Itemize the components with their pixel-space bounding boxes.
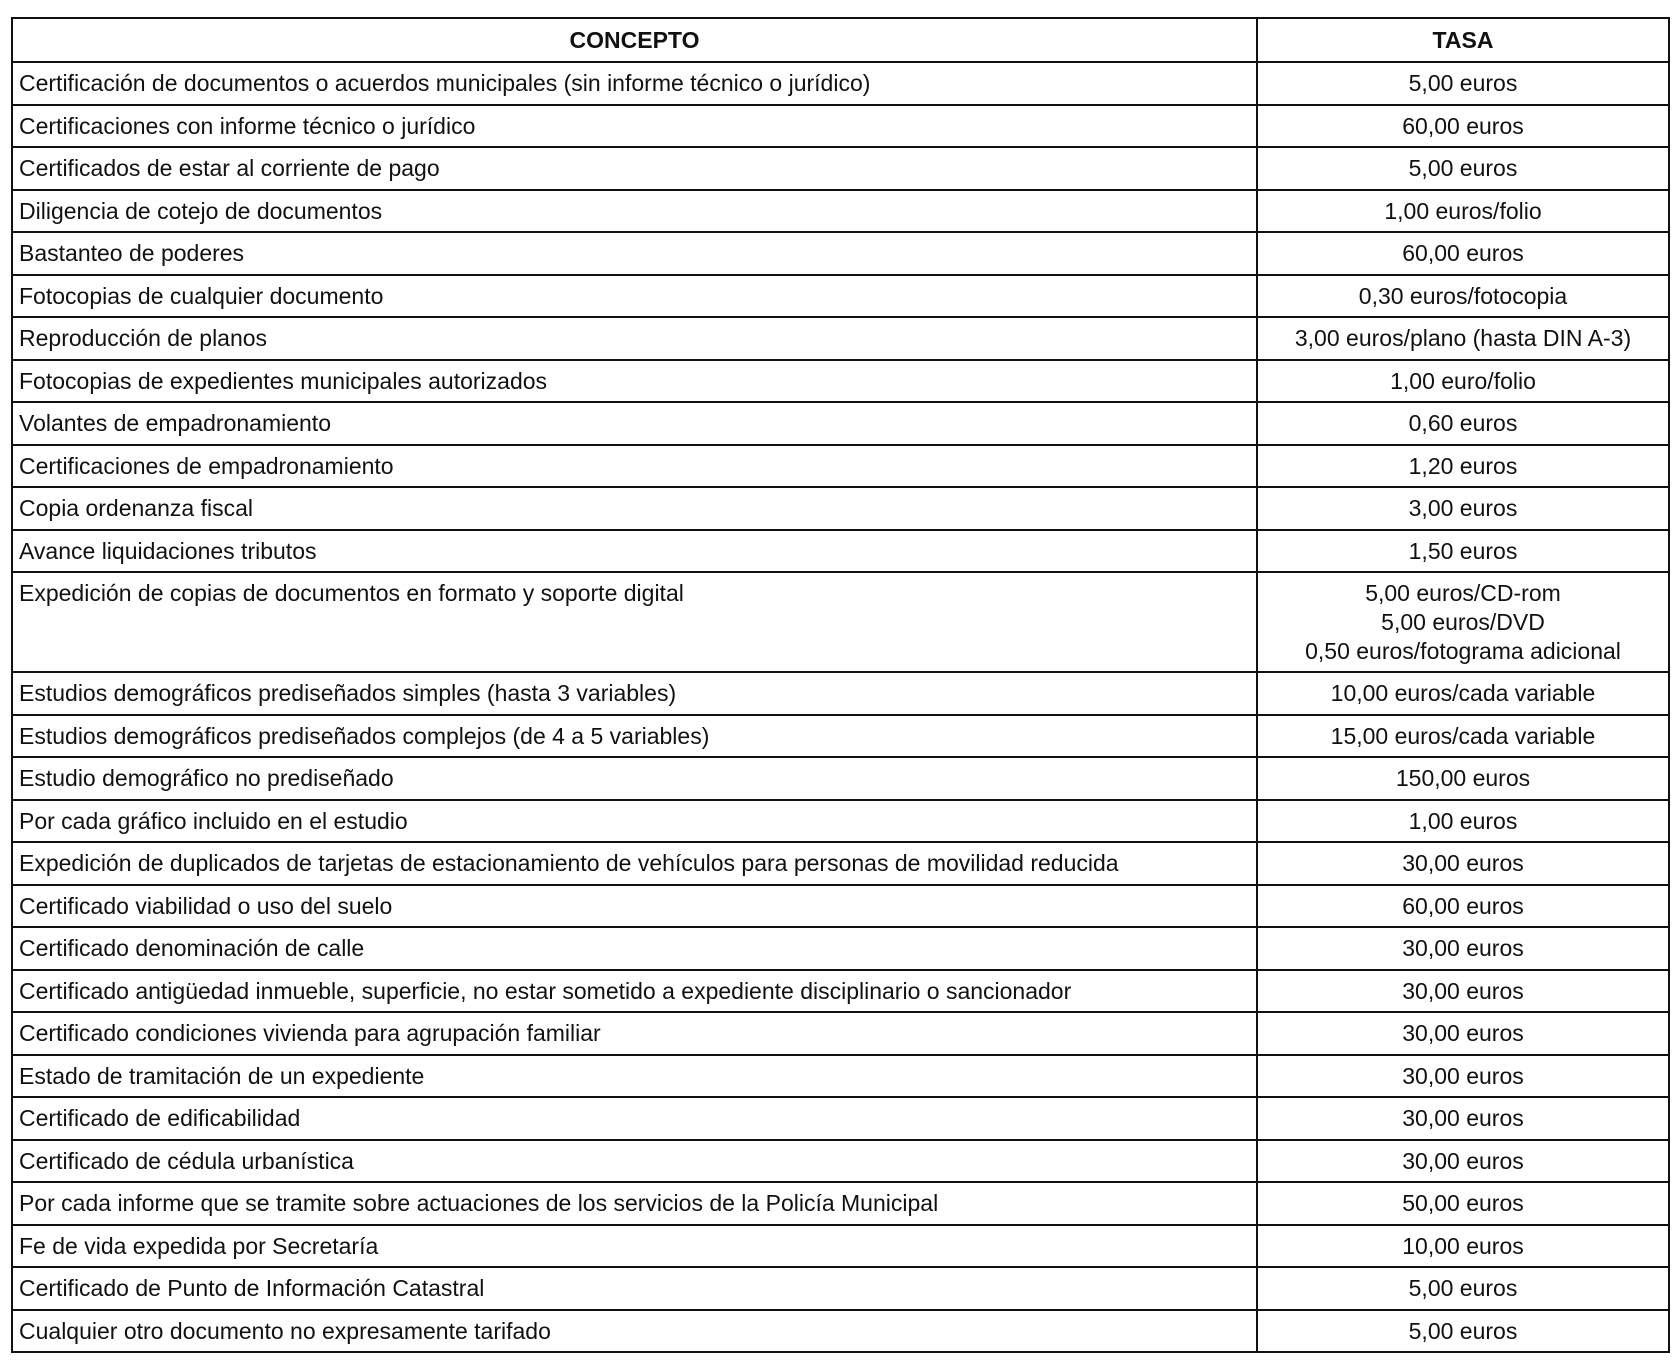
table-row bbox=[12, 572, 1669, 672]
table-row bbox=[12, 1225, 1669, 1268]
table-row bbox=[12, 885, 1669, 928]
concept-cell: Fe de vida expedida por Secretaría bbox=[12, 1225, 1257, 1268]
rate-cell bbox=[1257, 105, 1669, 148]
rate-value: 3,00 euros/plano (hasta DIN A-3) bbox=[1294, 325, 1632, 351]
rate-cell bbox=[1257, 1012, 1669, 1055]
rate-value: 5,00 euros bbox=[1408, 70, 1518, 96]
rate-cell bbox=[1257, 147, 1669, 190]
table-row bbox=[12, 317, 1669, 360]
rate-value: 1,00 euros/folio bbox=[1384, 197, 1542, 224]
table-row bbox=[12, 445, 1669, 488]
rate-value: 150,00 euros bbox=[1395, 765, 1531, 791]
concept-cell: Diligencia de cotejo de documentos bbox=[12, 190, 1257, 233]
concept-cell: Volantes de empadronamiento bbox=[12, 402, 1257, 445]
table-row bbox=[12, 487, 1669, 530]
rate-cell bbox=[1257, 1225, 1669, 1268]
rate-value: 3,00 euros bbox=[1408, 495, 1518, 521]
table-row bbox=[12, 402, 1669, 445]
table-row bbox=[12, 842, 1669, 885]
table-row bbox=[12, 62, 1669, 105]
rate-value: 60,00 euros bbox=[1402, 240, 1524, 266]
rate-value: 5,00 euros bbox=[1408, 1317, 1518, 1344]
rate-value: 50,00 euros bbox=[1402, 1190, 1524, 1216]
rate-value: 1,50 euros bbox=[1408, 537, 1518, 564]
rate-cell bbox=[1257, 232, 1669, 275]
rate-cell bbox=[1257, 1310, 1669, 1353]
rate-value: 1,00 euro/folio bbox=[1390, 367, 1536, 394]
rate-value: 10,00 euros bbox=[1402, 1232, 1524, 1259]
concept-cell: Avance liquidaciones tributos bbox=[12, 530, 1257, 573]
concept-cell: Certificación de documentos o acuerdos municipales (sin informe técnico o jurídico) bbox=[12, 62, 1257, 105]
table-row bbox=[12, 147, 1669, 190]
fee-table bbox=[11, 17, 1670, 1353]
concept-cell: Cualquier otro documento no expresamente tarifado bbox=[12, 1310, 1257, 1353]
rate-value: 5,00 euros/CD-rom bbox=[1365, 580, 1561, 606]
rate-value: 1,00 euros bbox=[1408, 807, 1518, 834]
concept-cell: Certificados de estar al corriente de pago bbox=[12, 147, 1257, 190]
rate-cell bbox=[1257, 800, 1669, 843]
concept-cell: Por cada gráfico incluido en el estudio bbox=[12, 800, 1257, 843]
rate-value: 5,00 euros bbox=[1408, 155, 1518, 181]
rate-cell bbox=[1257, 1182, 1669, 1225]
concept-cell: Por cada informe que se tramite sobre actuaciones de los servicios de la Policía Municipal bbox=[12, 1182, 1257, 1225]
rate-value: 0,50 euros/fotograma adicional bbox=[1305, 638, 1621, 664]
concept-cell: Certificaciones de empadronamiento bbox=[12, 445, 1257, 488]
table-row bbox=[12, 970, 1669, 1013]
rate-cell bbox=[1257, 1267, 1669, 1310]
rate-cell bbox=[1257, 672, 1669, 715]
rate-value: 30,00 euros bbox=[1402, 1020, 1524, 1046]
rate-value: 30,00 euros bbox=[1402, 850, 1524, 876]
rate-value: 0,60 euros bbox=[1408, 410, 1518, 436]
rate-cell bbox=[1257, 970, 1669, 1013]
rate-value: 1,20 euros bbox=[1408, 452, 1518, 479]
table-row bbox=[12, 715, 1669, 758]
table-row bbox=[12, 1267, 1669, 1310]
table-row bbox=[12, 1012, 1669, 1055]
rate-cell bbox=[1257, 757, 1669, 800]
table-row bbox=[12, 672, 1669, 715]
table-row bbox=[12, 360, 1669, 403]
rate-value: 30,00 euros bbox=[1402, 977, 1524, 1004]
rate-cell bbox=[1257, 275, 1669, 318]
rate-value: 10,00 euros/cada variable bbox=[1330, 680, 1596, 706]
table-row bbox=[12, 105, 1669, 148]
concept-cell: Estado de tramitación de un expediente bbox=[12, 1055, 1257, 1098]
rate-cell bbox=[1257, 530, 1669, 573]
rate-value: 60,00 euros bbox=[1402, 112, 1524, 139]
rate-value: 5,00 euros/DVD bbox=[1381, 609, 1545, 635]
concept-cell: Certificado viabilidad o uso del suelo bbox=[12, 885, 1257, 928]
concept-cell: Reproducción de planos bbox=[12, 317, 1257, 360]
header-concept: CONCEPTO bbox=[12, 18, 1257, 62]
table-row bbox=[12, 1310, 1669, 1353]
table-row bbox=[12, 190, 1669, 233]
concept-cell: Estudios demográficos prediseñados complejos (de 4 a 5 variables) bbox=[12, 715, 1257, 758]
concept-cell: Certificado denominación de calle bbox=[12, 927, 1257, 970]
rate-cell bbox=[1257, 190, 1669, 233]
table-row bbox=[12, 1140, 1669, 1183]
rate-value: 5,00 euros bbox=[1408, 1275, 1518, 1301]
table-body bbox=[12, 62, 1669, 1352]
rate-value: 30,00 euros bbox=[1402, 1147, 1524, 1174]
concept-cell: Estudio demográfico no prediseñado bbox=[12, 757, 1257, 800]
concept-cell: Fotocopias de expedientes municipales autorizados bbox=[12, 360, 1257, 403]
concept-cell: Certificado condiciones vivienda para agrupación familiar bbox=[12, 1012, 1257, 1055]
rate-cell bbox=[1257, 317, 1669, 360]
concept-cell: Certificado de Punto de Información Catastral bbox=[12, 1267, 1257, 1310]
rate-cell bbox=[1257, 1140, 1669, 1183]
rate-cell bbox=[1257, 487, 1669, 530]
rate-cell bbox=[1257, 1055, 1669, 1098]
table-row bbox=[12, 927, 1669, 970]
concept-cell: Certificado de cédula urbanística bbox=[12, 1140, 1257, 1183]
rate-value: 30,00 euros bbox=[1402, 1062, 1524, 1089]
table-row bbox=[12, 1097, 1669, 1140]
rate-cell bbox=[1257, 62, 1669, 105]
rate-value: 0,30 euros/fotocopia bbox=[1358, 282, 1568, 309]
table-row bbox=[12, 1182, 1669, 1225]
table-header-row bbox=[12, 18, 1669, 62]
concept-cell: Certificado de edificabilidad bbox=[12, 1097, 1257, 1140]
rate-value: 60,00 euros bbox=[1402, 892, 1524, 919]
rate-value: 30,00 euros bbox=[1402, 1105, 1524, 1131]
concept-cell: Certificado antigüedad inmueble, superficie, no estar sometido a expediente disciplinario o sancionador bbox=[12, 970, 1257, 1013]
rate-cell bbox=[1257, 842, 1669, 885]
table-row bbox=[12, 800, 1669, 843]
concept-cell: Bastanteo de poderes bbox=[12, 232, 1257, 275]
concept-cell: Copia ordenanza fiscal bbox=[12, 487, 1257, 530]
concept-cell: Certificaciones con informe técnico o jurídico bbox=[12, 105, 1257, 148]
rate-cell bbox=[1257, 885, 1669, 928]
rate-cell bbox=[1257, 715, 1669, 758]
rate-value: 15,00 euros/cada variable bbox=[1330, 722, 1596, 749]
rate-cell bbox=[1257, 402, 1669, 445]
rate-value: 30,00 euros bbox=[1402, 935, 1524, 961]
rate-cell bbox=[1257, 1097, 1669, 1140]
rate-cell bbox=[1257, 445, 1669, 488]
rate-cell bbox=[1257, 360, 1669, 403]
concept-cell: Expedición de copias de documentos en formato y soporte digital bbox=[12, 572, 1257, 672]
rate-cell bbox=[1257, 927, 1669, 970]
concept-cell: Expedición de duplicados de tarjetas de estacionamiento de vehículos para personas de movilidad reducida bbox=[12, 842, 1257, 885]
table-row bbox=[12, 757, 1669, 800]
concept-cell: Estudios demográficos prediseñados simples (hasta 3 variables) bbox=[12, 672, 1257, 715]
table-row bbox=[12, 275, 1669, 318]
table-row bbox=[12, 232, 1669, 275]
table-row bbox=[12, 530, 1669, 573]
table-row bbox=[12, 1055, 1669, 1098]
rate-cell bbox=[1257, 572, 1669, 672]
concept-cell: Fotocopias de cualquier documento bbox=[12, 275, 1257, 318]
header-rate: TASA bbox=[1257, 18, 1669, 62]
